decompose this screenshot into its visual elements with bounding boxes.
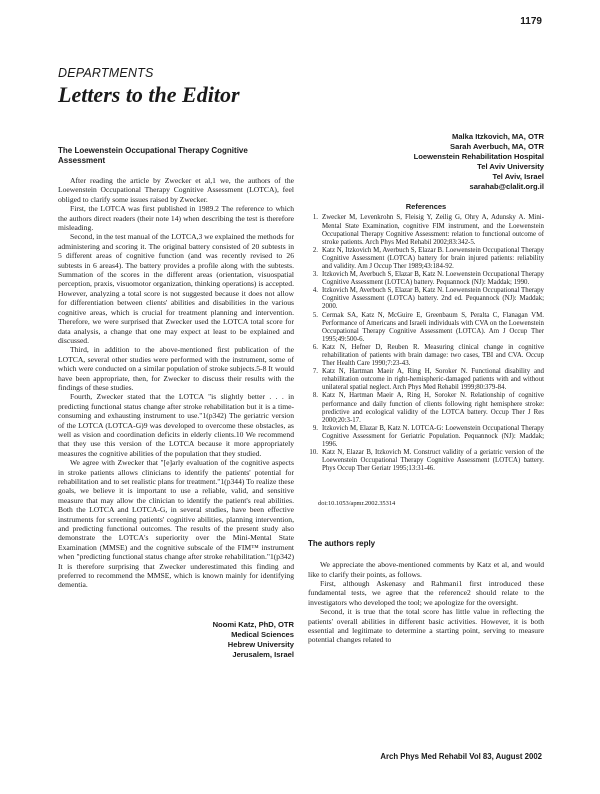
reference-text: Itzkovich M, Averbuch S, Elazar B, Katz N. Loewenstein Occupational Therapy Cognitive Assessment (LOTCA) battery. Pequannock (NJ): Maddak; 1990. <box>322 271 544 287</box>
letter-paragraph: After reading the article by Zwecker et al,1 we, the authors of the Loewenstein Occupational Therapy Cognitive Assessment (LOTCA), feel obliged to clarify some issues raised by Zwecker. <box>58 176 294 204</box>
reference-item <box>308 449 544 473</box>
signature-itzkovich-averbuch <box>308 132 544 192</box>
reply-paragraph: We appreciate the above-mentioned comments by Katz et al, and would like to clarify their points, as follows. <box>308 560 544 579</box>
reference-item <box>308 214 544 246</box>
reply-paragraph: First, although Askenasy and Rahmani1 first introduced these fundamental tests, we agree that the reference2 should relate to the investigators who developed the tool; we apologize for the oversight. <box>308 579 544 607</box>
reference-number: 1. <box>312 214 318 222</box>
reference-text: Zwecker M, Levenkrohn S, Fleisig Y, Zeilig G, Ohry A, Adunsky A. Mini-Mental State Examination, cognitive FIM instrument, and the Loewenstein Occupational Therapy Cognitive Assessment: relation to functional outcome of stroke patients. Arch Phys Med Rehabil 2002;83:342-5. <box>322 214 544 246</box>
author-affiliation: Medical Sciences <box>231 629 294 639</box>
reference-text: Katz N, Hefner D, Reuben R. Measuring clinical change in cognitive rehabilitation of patients with brain damage: two cases, TBI and CVA. Occup Ther Health Care 1990;7:23-43. <box>322 343 544 368</box>
reply-paragraph: Second, it is true that the total score has little value in reflecting the patients' overall abilities in different basic activities. However, it is both essential and legitimate to determine a starting point, serving to measure potential changes related to <box>308 607 544 645</box>
reference-text: Katz N, Elazar B, Itzkovich M. Construct validity of a geriatric version of the Loewenstein Occupational Therapy Cognitive Assessment (LOTCA) battery. Phys Occup Ther Geriatr 1995;13:31-46. <box>322 449 544 473</box>
author-name: Sarah Averbuch, MA, OTR <box>450 142 544 151</box>
reference-item <box>308 271 544 287</box>
author-name: Noomi Katz, PhD, OTR <box>212 619 294 629</box>
reference-text: Cermak SA, Katz N, McGuire E, Greenbaum S, Peralta C, Flanagan VM. Performance of Americans and Israeli individuals with CVA on the Loewenstein Occupational Therapy Cognitive Assessment (LOTCA). Am J Occup Ther 1995;49:500-6. <box>322 311 544 343</box>
reference-item <box>308 425 544 449</box>
reference-item <box>308 392 544 424</box>
letter-paragraph: Second, in the test manual of the LOTCA,3 we explained the methods for administering and scoring it. The original battery consisted of 20 subtests in 5 different areas of cognitive function (and was recently revised to 26 subtests in 6 areas4). The battery provides a profile along with the subtests. Summation of the scores in the different areas (orientation, visuospatial perception, praxis, visuomotor organization, thinking operations) is accepted. However, analyzing a total score is not suggested because it does not allow for differentiation between clients' abilities and disabilities in the various cognitive areas, which is crucial for treatment planning and intervention. Therefore, we were surprised that Zwecker used the LOTCA total score for data analysis, a change that one may expect at least to be explained and discussed. <box>58 232 294 345</box>
reference-list <box>308 214 544 473</box>
page-title: Letters to the Editor <box>58 82 240 107</box>
letter-paragraph: First, the LOTCA was first published in 1989.2 The reference to which the authors direct readers (their note 14) when describing the test is therefore misleading. <box>58 204 294 233</box>
section-label: DEPARTMENTS <box>58 66 154 80</box>
reference-number: 5. <box>312 311 318 319</box>
reference-text: Katz N, Hartman Maeir A, Ring H, Soroker N. Functional disability and rehabilitation outcome in right-hemispheric-damaged patients with and without unilateral spatial neglect. Arch Phys Med Rehabil 1999;80:379-84. <box>322 368 544 392</box>
reference-text: Itzkovich M, Averbuch S, Elazar B, Katz N. Loewenstein Occupational Therapy Cognitive Assessment (LOTCA) battery. 2nd ed. Pequannock (NJ): Maddak; 2000. <box>322 287 544 311</box>
author-affiliation: Tel Aviv University <box>477 162 544 171</box>
page-number: 1179 <box>520 16 542 27</box>
reference-item <box>308 247 544 271</box>
reference-item <box>308 312 544 344</box>
reference-item <box>308 344 544 368</box>
author-email[interactable]: sarahab@clalit.org.il <box>469 182 544 191</box>
letter-paragraph: Fourth, Zwecker stated that the LOTCA "is slightly better . . . in predicting functional status change after stroke rehabilitation but it is a time-consuming and exhausting instrument to use."1(p342) The geriatric version of the LOTCA (LOTCA-G)9 was developed to overcome these obstacles, as well as vision and coordination deficits in elderly clients.10 We recommend that they use this version of the LOTCA because it more appropriately measures the cognitive abilities of the population that they studied. <box>58 392 294 458</box>
reference-number: 3. <box>312 271 318 279</box>
reference-number: 4. <box>312 287 318 295</box>
journal-footer: Arch Phys Med Rehabil Vol 83, August 2002 <box>380 752 542 761</box>
reply-heading: The authors reply <box>308 538 376 548</box>
reference-number: 2. <box>312 246 318 254</box>
reference-number: 10. <box>309 449 318 457</box>
reference-item <box>308 287 544 311</box>
reference-number: 6. <box>312 343 318 351</box>
author-affiliation: Tel Aviv, Israel <box>492 172 544 181</box>
reference-text: Katz N, Itzkovich M, Averbuch S, Elazar B. Loewenstein Occupational Therapy Cognitive Assessment (LOTCA) battery for brain injured patients: reliability and validity. Am J Occup Ther 1989;43:184-92. <box>322 246 544 270</box>
right-column <box>308 132 544 645</box>
reference-number: 9. <box>312 424 318 432</box>
reference-text: Katz N, Hartman Maeir A, Ring H, Soroker N. Relationship of cognitive performance and daily function of clients following right hemisphere stroke: predictive and ecological validity of the LOTCA battery. Occup Ther J Res 2000;20:3-17. <box>322 392 544 424</box>
reference-text: Itzkovich M, Elazar B, Katz N. LOTCA-G: Loewenstein Occupational Therapy Cognitive Assessment for Geriatric Population. Pequannock (NJ): Maddak; 1996. <box>322 424 544 449</box>
author-affiliation: Hebrew University <box>227 639 294 649</box>
doi: doi:10.1053/apmr.2002.35314 <box>318 500 396 508</box>
letter-paragraph: Third, in addition to the above-mentioned first publication of the LOTCA, several other studies were performed with the instrument, some of which were conducted on a similar population of stroke subjects.5-8 It would have been appropriate, then, for Zwecker to discuss their results with the findings of these studies. <box>58 345 294 392</box>
reference-number: 7. <box>312 368 318 376</box>
reference-number: 8. <box>312 392 318 400</box>
letter-paragraph: We agree with Zwecker that "[e]arly evaluation of the cognitive aspects in stroke patients allows clinicians to identify the patients' potential for rehabilitation and to set realistic plans for treatment."1(p344) To realize these goals, we believe it is important to use a reliable, valid, and sensitive measure that may allow the clinician to identify the patient's real abilities. Both the LOTCA and LOTCA-G, in several studies, have been effective instruments for screening patients' cognitive abilities, planning intervention, and predicting functional outcomes. The results of the present study also demonstrate the LOTCA's superiority over the Mini-Mental State Examination (MMSE) and the cognitive subscale of the FIM™ instrument when "predicting functional status change after stroke rehabilitation."1(p342) It is therefore surprising that Zwecker underestimated this finding and preferred to recommend the MMSE, which is known mainly for identifying dementia. <box>58 458 294 590</box>
author-affiliation: Loewenstein Rehabilitation Hospital <box>413 152 544 161</box>
left-column <box>58 146 294 660</box>
signature-katz <box>58 620 294 660</box>
references-heading: References <box>405 202 447 211</box>
reference-item <box>308 368 544 392</box>
author-name: Malka Itzkovich, MA, OTR <box>452 132 544 141</box>
letter-title: The Loewenstein Occupational Therapy Cognitive Assessment <box>58 146 248 165</box>
author-affiliation: Jerusalem, Israel <box>232 649 294 659</box>
